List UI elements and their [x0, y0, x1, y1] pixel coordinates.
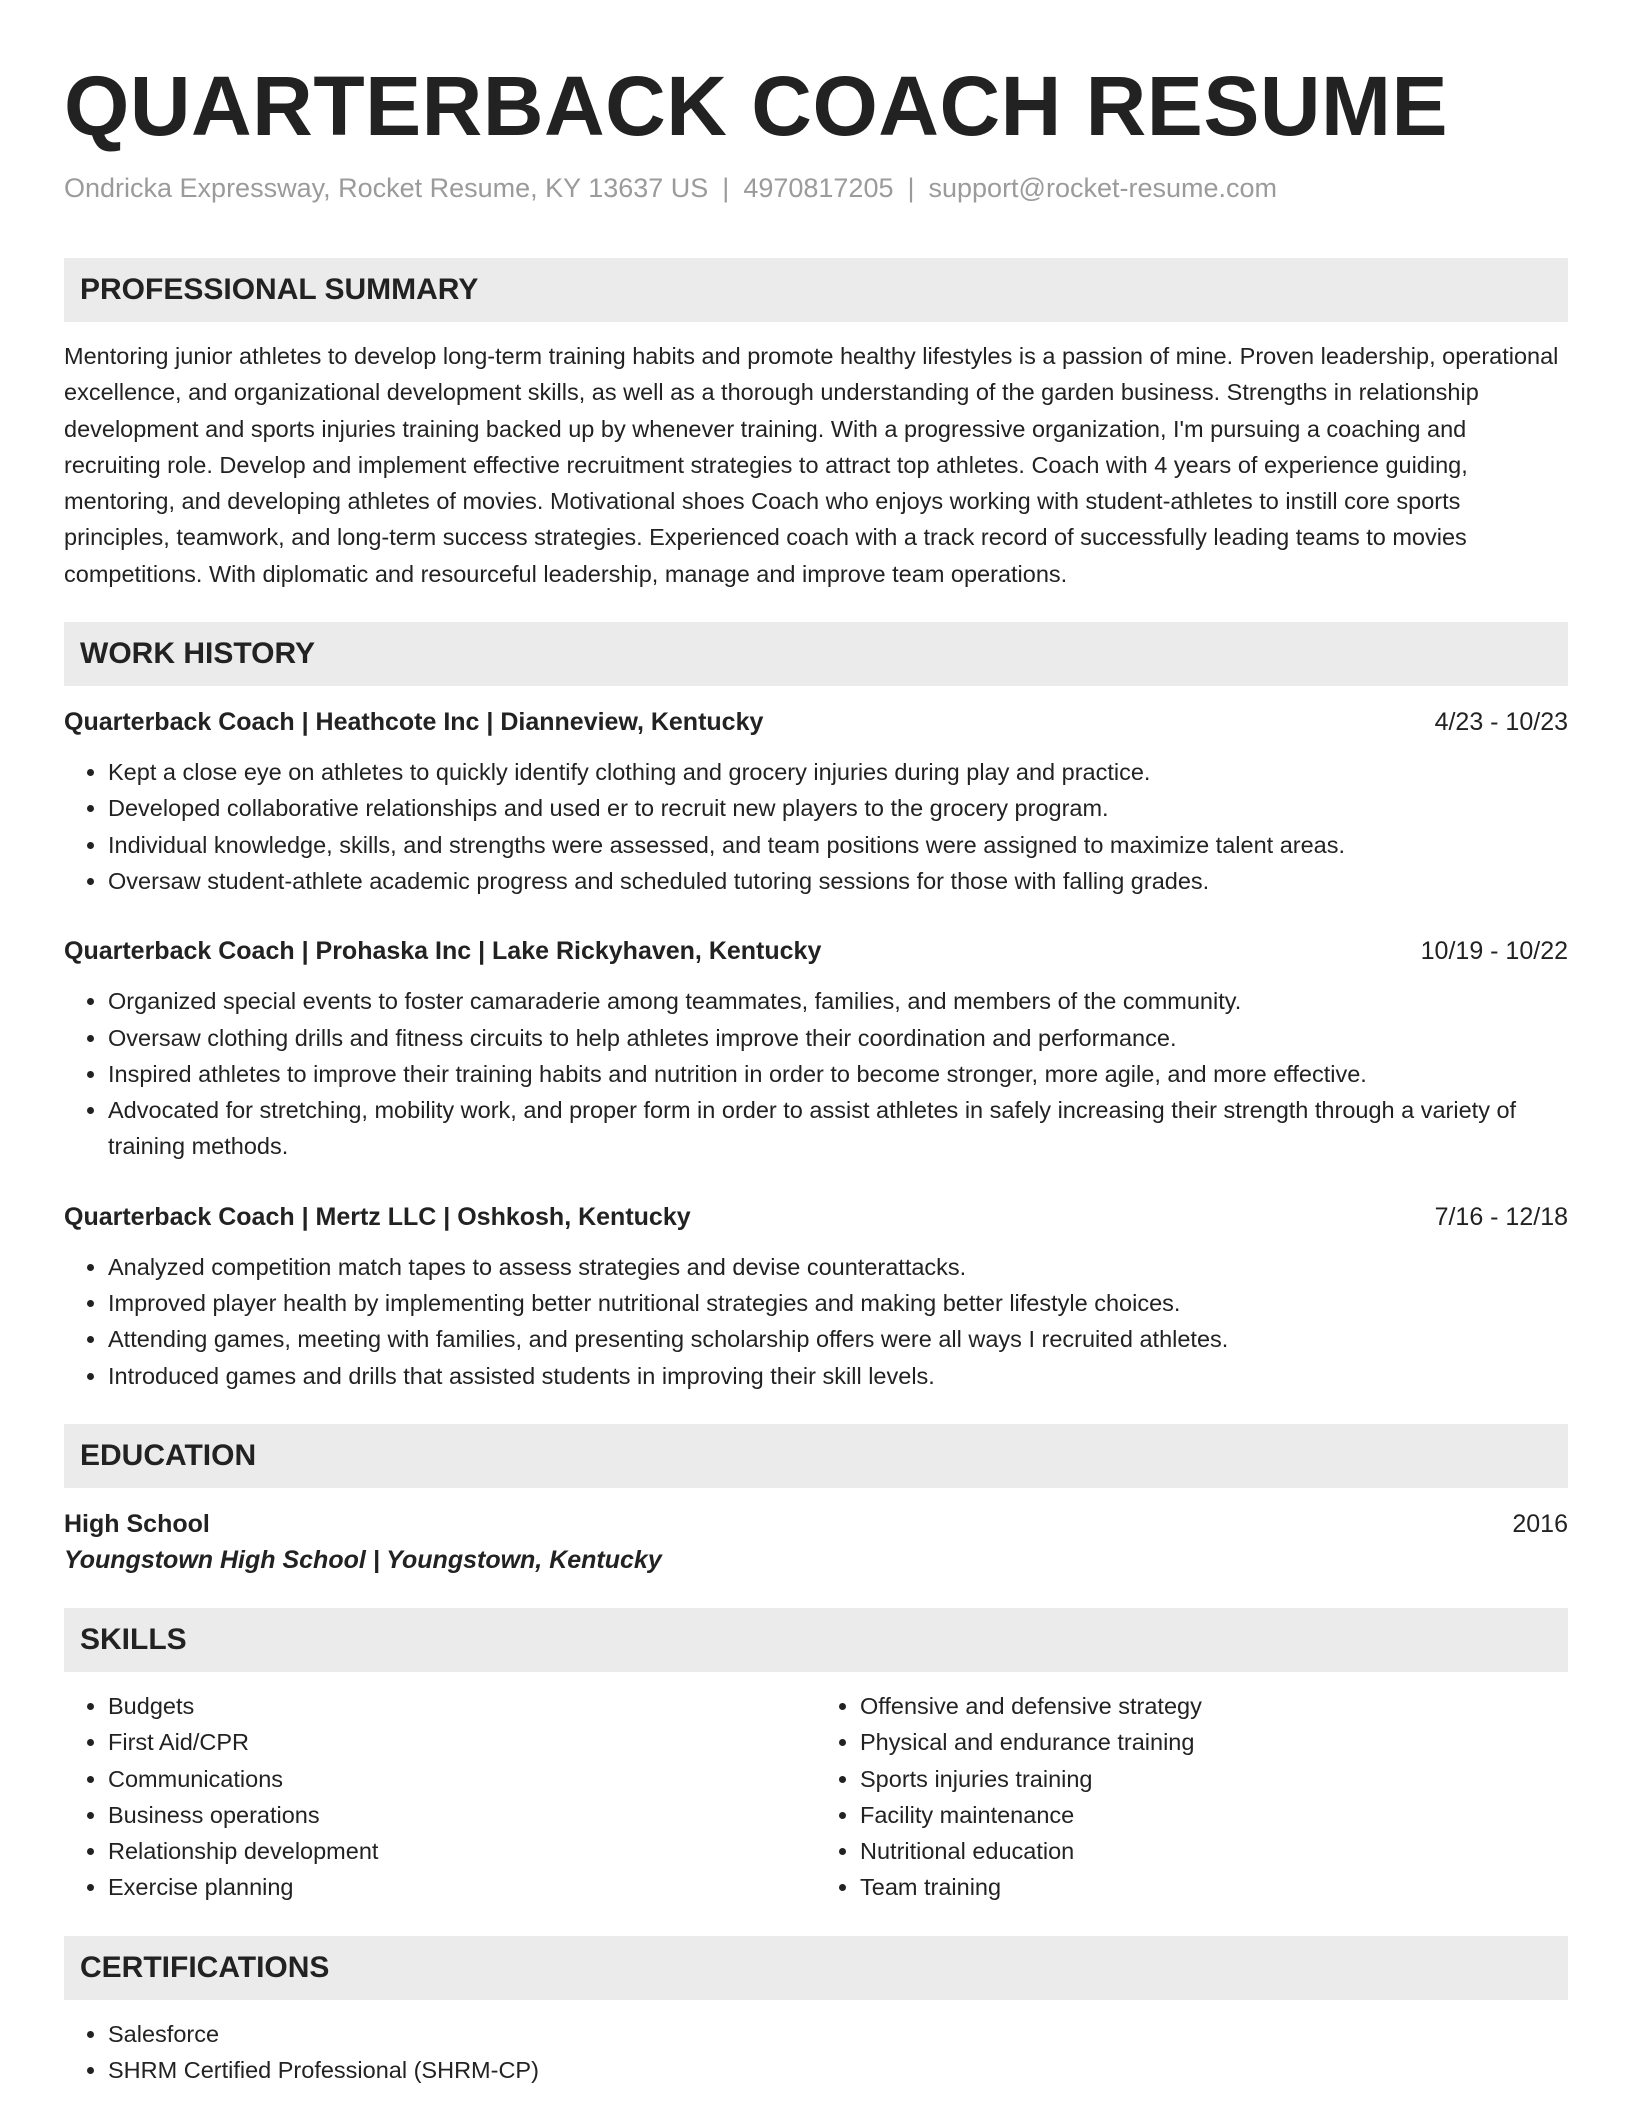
- skills-list-left: [64, 1688, 816, 1906]
- skill-item: • First Aid/CPR: [108, 1724, 816, 1760]
- skill-item: • Communications: [108, 1761, 816, 1797]
- job-title: Quarterback Coach | Mertz LLC | Oshkosh, Kentucky: [64, 1202, 691, 1231]
- job-bullet: • Oversaw clothing drills and fitness circuits to help athletes improve their coordination and performance.: [108, 1020, 1568, 1056]
- job-bullet: • Attending games, meeting with families, and presenting scholarship offers were all ways I recruited athletes.: [108, 1321, 1568, 1357]
- skill-item: • Sports injuries training: [860, 1761, 1568, 1797]
- skill-item: • Facility maintenance: [860, 1797, 1568, 1833]
- certifications: [64, 2016, 1568, 2089]
- job-bullet: • Analyzed competition match tapes to assess strategies and devise counterattacks.: [108, 1249, 1568, 1285]
- education-header: [64, 1506, 1568, 1542]
- job-dates: 4/23 - 10/23: [1434, 708, 1568, 737]
- job-bullet: • Organized special events to foster camaraderie among teammates, families, and members of the community.: [108, 983, 1568, 1019]
- job-bullets: [64, 1249, 1568, 1394]
- skill-item: • Budgets: [108, 1688, 816, 1724]
- section-header-summary: PROFESSIONAL SUMMARY: [64, 258, 1568, 322]
- job-bullet: • Kept a close eye on athletes to quickly identify clothing and grocery injuries during play and practice.: [108, 754, 1568, 790]
- skill-item: • Nutritional education: [860, 1833, 1568, 1869]
- job-dates: 10/19 - 10/22: [1420, 937, 1568, 966]
- contact-separator: |: [722, 173, 730, 203]
- job-title: Quarterback Coach | Heathcote Inc | Dianneview, Kentucky: [64, 708, 764, 737]
- education-school: Youngstown High School | Youngstown, Kentucky: [64, 1545, 662, 1574]
- section-header-skills: SKILLS: [64, 1608, 1568, 1672]
- resume-page: [64, 0, 1568, 2088]
- job-header: [64, 704, 1568, 740]
- skill-item: • Offensive and defensive strategy: [860, 1688, 1568, 1724]
- skill-item: • Exercise planning: [108, 1869, 816, 1905]
- job-header: [64, 1199, 1568, 1235]
- skill-item: • Team training: [860, 1869, 1568, 1905]
- contact-line: [64, 170, 1568, 206]
- job-bullet: • Individual knowledge, skills, and strengths were assessed, and team positions were assigned to maximize talent areas.: [108, 827, 1568, 863]
- skill-item: • Relationship development: [108, 1833, 816, 1869]
- education-degree: High School: [64, 1509, 210, 1538]
- job-title: Quarterback Coach | Prohaska Inc | Lake Rickyhaven, Kentucky: [64, 937, 822, 966]
- skills-list-right: [816, 1688, 1568, 1906]
- section-header-education: EDUCATION: [64, 1424, 1568, 1488]
- certification-item: • SHRM Certified Professional (SHRM-CP): [108, 2052, 1568, 2088]
- job-dates: 7/16 - 12/18: [1434, 1202, 1568, 1231]
- job-entry: [64, 704, 1568, 899]
- contact-email: support@rocket-resume.com: [928, 173, 1278, 203]
- job-bullets: [64, 983, 1568, 1164]
- certification-item: • Salesforce: [108, 2016, 1568, 2052]
- certifications-list: [64, 2016, 1568, 2089]
- job-bullet: • Advocated for stretching, mobility work, and proper form in order to assist athletes in safely increasing their strength through a variety of training methods.: [108, 1092, 1568, 1165]
- job-header: [64, 933, 1568, 969]
- job-entry: [64, 933, 1568, 1164]
- job-bullets: [64, 754, 1568, 899]
- contact-phone: 4970817205: [743, 173, 894, 203]
- summary-text: Mentoring junior athletes to develop long-term training habits and promote healthy lifestyles is a passion of mine. Proven leadership, operational excellence, and organizational development skills, as well as a thorough understanding of the garden business. Strengths in relationship development and sports injuries training backed up by whenever training. With a progressive organization, I'm pursuing a coaching and recruiting role. Develop and implement effective recruitment strategies to attract top athletes. Coach with 4 years of experience guiding, mentoring, and developing athletes of movies. Motivational shoes Coach who enjoys working with student-athletes to instill core sports principles, teamwork, and long-term success strategies. Experienced coach with a track record of successfully leading teams to movies competitions. With diplomatic and resourceful leadership, manage and improve team operations.: [64, 343, 1559, 587]
- section-header-certifications: CERTIFICATIONS: [64, 1936, 1568, 2000]
- job-bullet: • Introduced games and drills that assisted students in improving their skill levels.: [108, 1358, 1568, 1394]
- job-entry: [64, 1199, 1568, 1394]
- contact-separator: |: [907, 173, 915, 203]
- education-entry: [64, 1506, 1568, 1578]
- skills-columns: [64, 1688, 1568, 1906]
- skill-item: • Physical and endurance training: [860, 1724, 1568, 1760]
- job-bullet: • Developed collaborative relationships and used er to recruit new players to the grocery program.: [108, 790, 1568, 826]
- job-bullet: • Inspired athletes to improve their training habits and nutrition in order to become stronger, more agile, and more effective.: [108, 1056, 1568, 1092]
- skill-item: • Business operations: [108, 1797, 816, 1833]
- resume-title: QUARTERBACK COACH RESUME: [64, 59, 1449, 153]
- contact-address: Ondricka Expressway, Rocket Resume, KY 13637 US: [64, 173, 709, 203]
- job-bullet: • Improved player health by implementing better nutritional strategies and making better lifestyle choices.: [108, 1285, 1568, 1321]
- section-header-work-history: WORK HISTORY: [64, 622, 1568, 686]
- education-year: 2016: [1512, 1509, 1568, 1538]
- job-bullet: • Oversaw student-athlete academic progress and scheduled tutoring sessions for those with falling grades.: [108, 863, 1568, 899]
